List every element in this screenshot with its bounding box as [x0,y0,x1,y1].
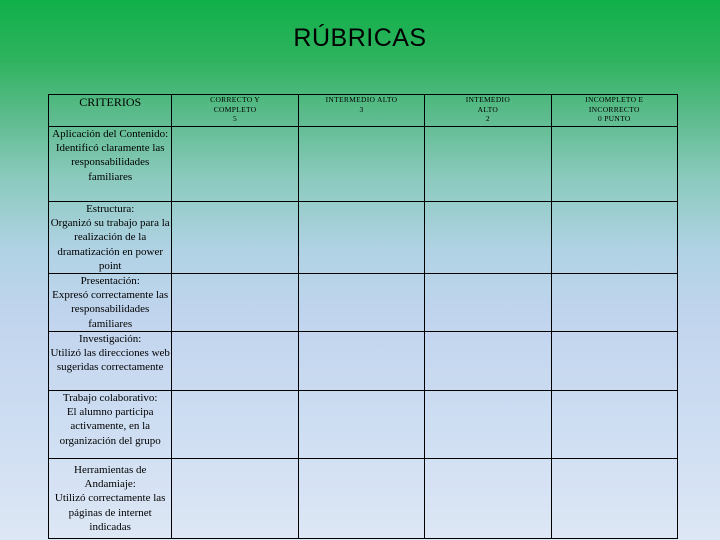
criterion-cell [49,459,172,539]
score-cell[interactable] [551,332,677,391]
criterion-cell [49,391,172,459]
score-cell[interactable] [551,459,677,539]
criterion-text: El alumno participa activamente, en la organización del grupo [59,406,161,447]
score-cell[interactable] [172,459,298,539]
score-cell[interactable] [298,332,424,391]
score-cell[interactable] [425,274,551,332]
criterion-cell [49,127,172,202]
criterion-text: Utilizó las direcciones web sugeridas correctamente [50,347,170,374]
criterion-text: Identificó claramente las responsabilidades familiares [55,142,165,183]
score-cell[interactable] [298,274,424,332]
score-cell[interactable] [298,391,424,459]
level-header-intermedio-alto [298,95,424,127]
score-cell[interactable] [425,202,551,274]
criterion-heading: Investigación: [79,333,142,346]
level-label: CORRECTO Y [210,95,261,104]
level-score: 0 PUNTO [597,114,631,123]
criterion-text: Expresó correctamente las responsabilidades familiares [52,289,169,330]
table-row [49,127,678,202]
score-cell[interactable] [172,391,298,459]
criterion-cell [49,332,172,391]
level-label: INCOMPLETO E [585,95,644,104]
score-cell[interactable] [425,391,551,459]
score-cell[interactable] [298,127,424,202]
level-header-correcto [172,95,298,127]
criteria-header: CRITERIOS [49,95,172,127]
header-row [49,95,678,127]
score-cell[interactable] [551,202,677,274]
level-header-intemedio [425,95,551,127]
level-label: COMPLETO [213,104,257,114]
criterion-cell [49,274,172,332]
criterion-heading: Estructura: [86,203,135,215]
level-header-incompleto [551,95,677,127]
score-cell[interactable] [172,332,298,391]
table-row [49,391,678,459]
score-cell[interactable] [551,391,677,459]
score-cell[interactable] [172,274,298,332]
score-cell[interactable] [551,274,677,332]
level-label: INTERMEDIO ALTO [325,95,398,104]
criterion-heading: Herramientas de Andamiaje: [74,464,147,491]
criterion-heading: Trabajo colaborativo: [62,392,158,405]
level-label: ALTO [477,104,499,114]
score-cell[interactable] [298,202,424,274]
score-cell[interactable] [172,202,298,274]
criterion-text: Utilizó correctamente las páginas de internet indicadas [54,492,166,533]
score-cell[interactable] [425,127,551,202]
level-score: 5 [233,114,238,123]
score-cell[interactable] [551,127,677,202]
score-cell[interactable] [298,459,424,539]
level-label: INTEMEDIO [465,95,511,104]
table-row [49,332,678,391]
rubric-table [48,94,678,539]
table-row [49,274,678,332]
criterion-heading: Aplicación del Contenido: [52,128,169,140]
level-label: INCORRECTO [588,104,640,114]
page-title: RÚBRICAS [293,24,427,52]
criterion-text: Organizó su trabajo para la realización de la dramatización en power point [50,217,170,272]
criterion-cell [49,202,172,274]
level-score: 3 [359,104,364,114]
score-cell[interactable] [172,127,298,202]
score-cell[interactable] [425,332,551,391]
table-row [49,459,678,539]
criterion-heading: Presentación: [80,275,140,288]
table-row [49,202,678,274]
level-score: 2 [485,114,490,123]
score-cell[interactable] [425,459,551,539]
